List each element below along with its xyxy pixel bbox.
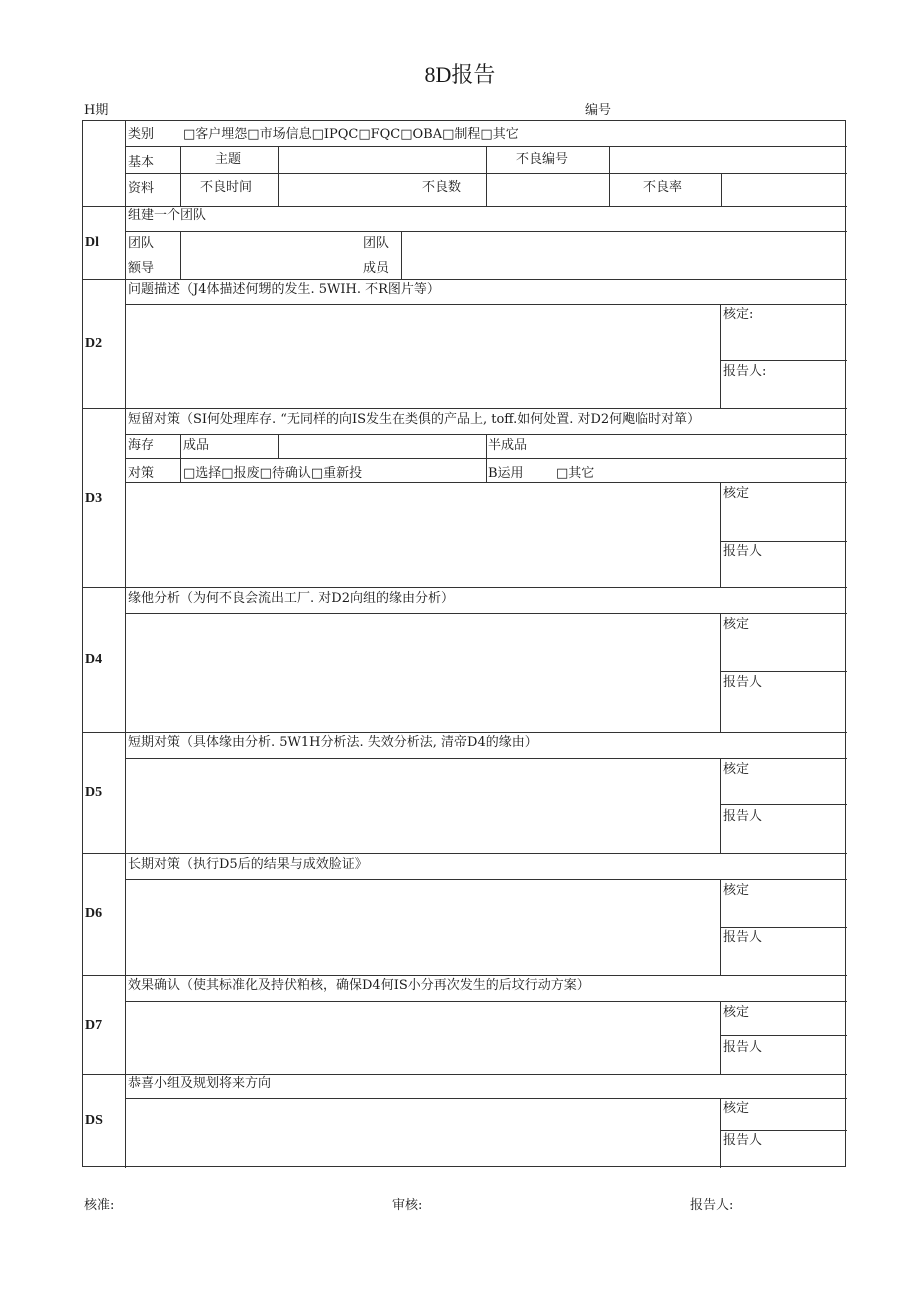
d7-reporter: 报告人 — [723, 1040, 763, 1055]
d7-heading: 效果确认（使其标准化及持伏粕核，确保D4何IS小分再次发生的后坟行动方案） — [128, 978, 590, 993]
d8-code: DS — [85, 1113, 103, 1128]
section-line-d2 — [83, 279, 847, 280]
d8-heading: 恭喜小组及规划将来方向 — [128, 1076, 272, 1091]
d3-semi-label: 半成品 — [488, 438, 528, 453]
d6-code: D6 — [85, 906, 103, 921]
d1-member-1: 团队 — [363, 236, 390, 251]
defect-rate-label: 不良率 — [643, 180, 683, 195]
footer-review: 审核: — [392, 1198, 423, 1213]
d3-use-option[interactable]: B运用 — [488, 466, 524, 481]
category-label: 类别 — [128, 127, 155, 142]
d3-measure-options[interactable]: □选择□报废□待确认□重新投 — [183, 466, 363, 481]
d8-reporter: 报告人 — [723, 1133, 763, 1148]
category-options[interactable]: □客户埋怨□市场信息□IPQC□FQC□OBA□制程□其它 — [183, 127, 519, 142]
footer-reporter: 报告人: — [690, 1198, 734, 1213]
d4-heading: 缘他分析（为何不良会流出工厂. 对D2向组的缘由分析） — [128, 591, 454, 606]
section-line-d1 — [83, 206, 847, 207]
d1-heading: 组建一个团队 — [128, 208, 207, 223]
d3-finished-label: 成品 — [183, 438, 210, 453]
d7-verify: 核定 — [723, 1005, 750, 1020]
d6-heading: 长期对策（执行D5后的结果与成效脸证》 — [128, 857, 368, 872]
d1-leader-1: 团队 — [128, 236, 155, 251]
d5-verify: 核定 — [723, 762, 750, 777]
d3-verify: 核定 — [723, 486, 750, 501]
d1-member-2: 成员 — [363, 261, 390, 276]
d5-reporter: 报告人 — [723, 809, 763, 824]
page-title: 8D报告 — [424, 62, 496, 87]
defect-time-label: 不良时间 — [200, 180, 253, 195]
d3-heading: 短留对策（SI何处理库存. “无同样的向IS发生在类俱的产品上, toff.如何处置. 对D2何飑临时对箪） — [128, 412, 701, 427]
date-label: H期 — [84, 103, 109, 118]
section-line-d6 — [83, 853, 847, 854]
footer-approve: 核准: — [84, 1198, 115, 1213]
d3-code: D3 — [85, 491, 103, 506]
d2-verify: 核定: — [723, 307, 754, 322]
d4-code: D4 — [85, 652, 103, 667]
defect-qty-label: 不良数 — [422, 180, 462, 195]
info-label: 资料 — [128, 181, 155, 196]
d3-measure-label: 对策 — [128, 466, 155, 481]
d2-code: D2 — [85, 336, 103, 351]
section-line-d7 — [83, 975, 847, 976]
section-line-d3 — [83, 408, 847, 409]
section-line-d8 — [83, 1074, 847, 1075]
basic-label: 基本 — [128, 155, 155, 170]
d3-other-option[interactable]: □其它 — [556, 466, 595, 481]
d2-heading: 问题描述（J4体描述何甥的发生. 5WIH. 不R图片等） — [128, 282, 440, 297]
d7-code: D7 — [85, 1018, 103, 1033]
defect-no-label: 不良编号 — [516, 152, 569, 167]
d4-reporter: 报告人 — [723, 675, 763, 690]
number-label: 编号 — [585, 103, 612, 118]
d2-reporter: 报告人: — [723, 364, 767, 379]
section-line-d5 — [83, 732, 847, 733]
d3-reporter: 报告人 — [723, 544, 763, 559]
d1-leader-2: 额导 — [128, 261, 155, 276]
d8-verify: 核定 — [723, 1101, 750, 1116]
d6-reporter: 报告人 — [723, 930, 763, 945]
subject-label: 主题 — [215, 152, 242, 167]
d5-code: D5 — [85, 785, 103, 800]
section-line-d4 — [83, 587, 847, 588]
report-form — [82, 120, 846, 1167]
d5-heading: 短期对策（具体缘由分析. 5W1H分析法. 失效分析法, 清帝D4的缘由） — [128, 735, 538, 750]
d6-verify: 核定 — [723, 883, 750, 898]
d4-verify: 核定 — [723, 617, 750, 632]
d3-stock-label: 海存 — [128, 438, 155, 453]
d1-code: Dl — [85, 235, 99, 250]
